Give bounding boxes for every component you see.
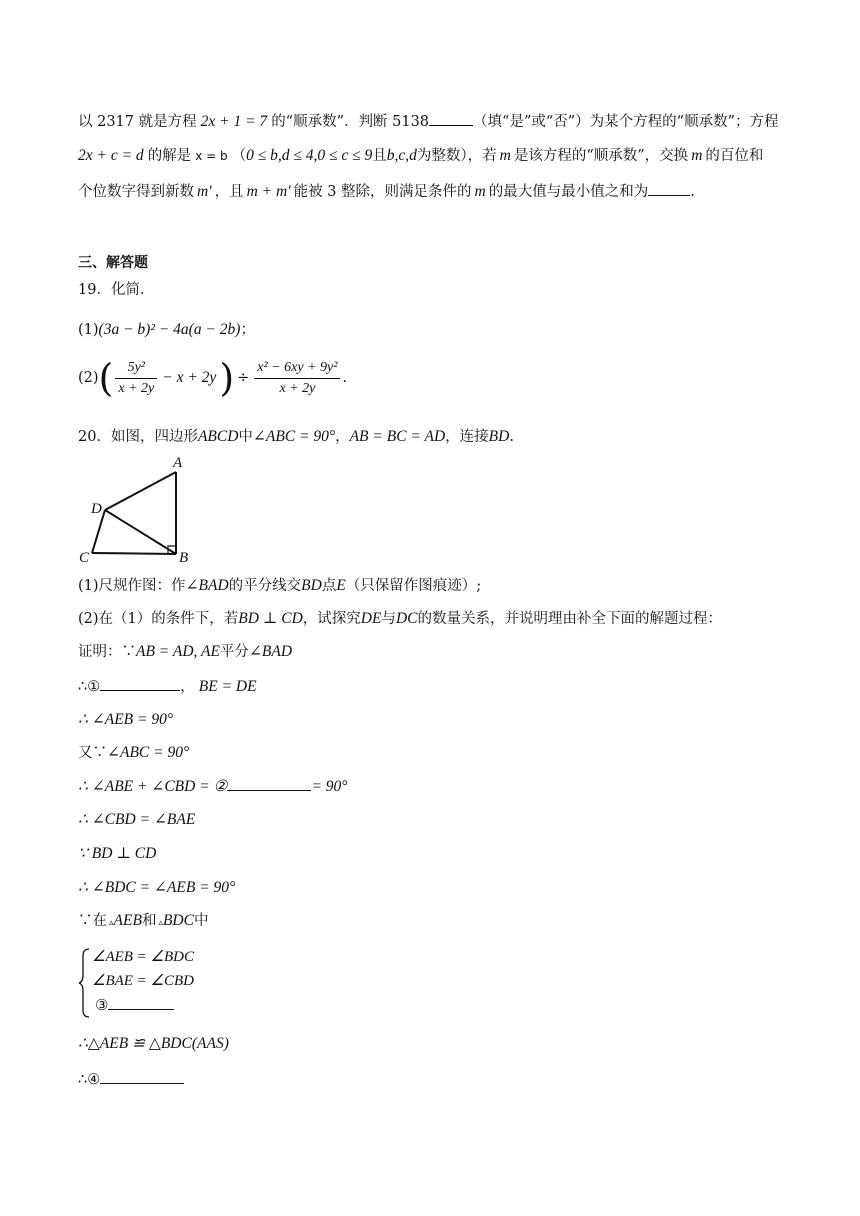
proof-blank-3[interactable] bbox=[108, 995, 174, 1010]
proof-line-6: ∴ ∠CBD = ∠BAE bbox=[78, 811, 196, 828]
text: 以 2317 就是方程 bbox=[78, 114, 197, 130]
proof-blank-4[interactable] bbox=[100, 1069, 184, 1084]
small-triangle-icon: ▵ bbox=[158, 918, 163, 928]
text: 的解是 bbox=[147, 148, 192, 164]
segment-bd: BD bbox=[301, 577, 322, 594]
label-d: D bbox=[91, 501, 102, 517]
vars-expr: b,c,d bbox=[386, 147, 417, 164]
expression: BE = DE bbox=[198, 678, 257, 695]
q20-part1 bbox=[78, 576, 481, 596]
text: 的“顺承数”．判断 5138 bbox=[271, 114, 430, 130]
text: 的百位和 bbox=[705, 148, 764, 164]
var-m-prime: m′ bbox=[197, 183, 212, 200]
proof-blank-2[interactable] bbox=[227, 776, 311, 791]
q18-line2 bbox=[78, 146, 763, 166]
segment-ad bbox=[105, 472, 176, 510]
var-m: m bbox=[499, 147, 511, 164]
text: 的数量关系，并说明理由补全下面的解题过程： bbox=[417, 611, 723, 627]
proof-blank-1[interactable] bbox=[100, 676, 180, 691]
q19-part2 bbox=[78, 358, 347, 400]
triangle-aeb: AEB bbox=[113, 912, 142, 929]
q18-line3 bbox=[78, 181, 695, 202]
numerator: x² − 6xy + 9y² bbox=[254, 359, 340, 379]
middle-terms: − x + 2y bbox=[162, 369, 217, 386]
segment-dc: DC bbox=[395, 610, 418, 627]
equation: 2x + c = d bbox=[78, 147, 144, 164]
answer-blank-2[interactable] bbox=[648, 181, 690, 196]
text: ，连接 bbox=[445, 429, 489, 445]
text: ， bbox=[180, 679, 195, 695]
proof-line-3: ∴ ∠AEB = 90° bbox=[78, 711, 174, 728]
proof-line-2 bbox=[78, 676, 257, 697]
text: ，且 bbox=[214, 184, 244, 200]
perp-condition: BD ⊥ CD bbox=[238, 610, 303, 627]
text: ∴① bbox=[78, 679, 101, 695]
q19-title: 19．化简． bbox=[78, 282, 155, 298]
proof-line-5 bbox=[78, 776, 347, 797]
segment-bd: BD bbox=[488, 428, 510, 445]
sum-expr: m + m′ bbox=[246, 183, 291, 200]
angle-bad: ∠BAD bbox=[248, 643, 293, 660]
text: 个位数字得到新数 bbox=[78, 184, 194, 200]
text: 中 bbox=[193, 913, 209, 929]
text: 且 bbox=[372, 148, 387, 164]
text: （ bbox=[231, 148, 247, 164]
text: 又∵ bbox=[78, 745, 107, 761]
text: 与 bbox=[381, 611, 396, 627]
text: 是该方程的“顺承数”，交换 bbox=[513, 148, 689, 164]
label-c: C bbox=[79, 550, 90, 564]
equation: 2x + 1 = 7 bbox=[200, 113, 268, 130]
label-b: B bbox=[179, 550, 189, 564]
segment-db bbox=[105, 510, 176, 554]
proof-line-4 bbox=[78, 743, 189, 763]
proof-line-1 bbox=[78, 642, 292, 662]
text: 平分 bbox=[219, 644, 249, 660]
left-paren: ( bbox=[98, 356, 114, 400]
text: （填“是”或“否”）为某个方程的“顺承数”；方程 bbox=[473, 114, 779, 130]
text: 20．如图，四边形 bbox=[78, 429, 198, 445]
text: （只保留作图痕迹）; bbox=[345, 578, 482, 594]
fraction-2 bbox=[254, 359, 340, 398]
segment-de: DE bbox=[360, 610, 382, 627]
brace-row-3 bbox=[92, 995, 174, 1015]
proof-line-7: ∵ BD ⊥ CD bbox=[78, 845, 157, 862]
brace-row-1: ∠AEB = ∠BDC bbox=[92, 949, 195, 965]
text: ， bbox=[335, 429, 350, 445]
part-label: (1) bbox=[78, 322, 99, 338]
expression: AB = AD, AE bbox=[136, 643, 220, 660]
q18-line1 bbox=[78, 111, 779, 132]
text: ③ bbox=[95, 998, 109, 1014]
right-paren: ) bbox=[219, 356, 235, 400]
denominator: x + 2y bbox=[279, 380, 316, 396]
q20-title bbox=[78, 427, 514, 447]
numerator: 5y² bbox=[115, 359, 157, 379]
text: 的最大值与最小值之和为 bbox=[488, 184, 649, 200]
denominator: x + 2y bbox=[118, 380, 155, 396]
expression: = 90° bbox=[311, 778, 348, 795]
q19-part1 bbox=[78, 320, 255, 340]
text: 为整数），若 bbox=[416, 148, 497, 164]
divide-sign: ÷ bbox=[237, 370, 250, 386]
condition-2: AB = BC = AD bbox=[349, 428, 446, 445]
label-a: A bbox=[173, 455, 183, 471]
condition-expr: 0 ≤ b,d ≤ 4,0 ≤ c ≤ 9 bbox=[246, 147, 373, 164]
text: 点 bbox=[321, 578, 337, 594]
var-m: m bbox=[474, 183, 486, 200]
solution-expr: x = b bbox=[195, 149, 228, 163]
proof-line-8: ∴ ∠BDC = ∠AEB = 90° bbox=[78, 879, 236, 896]
q20-part2 bbox=[78, 609, 722, 629]
triangle-bdc: BDC bbox=[162, 912, 194, 929]
part-label: (2) bbox=[78, 370, 99, 386]
segment-cb bbox=[92, 553, 176, 554]
text: (1)尺规作图：作 bbox=[78, 578, 186, 594]
expression: ∠ABC = 90° bbox=[107, 744, 190, 761]
text: . bbox=[690, 184, 695, 200]
expression: (3a − b)² − 4a(a − 2b) bbox=[98, 321, 241, 338]
text: ∵在 bbox=[78, 913, 107, 929]
angle-bad: ∠BAD bbox=[185, 577, 229, 594]
condition-1: ∠ABC = 90° bbox=[252, 428, 336, 445]
proof-line-9 bbox=[78, 911, 208, 933]
small-triangle-icon: ▵ bbox=[109, 918, 114, 928]
text: 能被 3 整除，则满足条件的 bbox=[293, 184, 472, 200]
brace-row-2: ∠BAE = ∠CBD bbox=[92, 973, 195, 989]
text: 中 bbox=[238, 429, 253, 445]
text: ； bbox=[240, 322, 255, 338]
quad-name: ABCD bbox=[197, 428, 239, 445]
text: 证明：∵ bbox=[78, 644, 136, 660]
text: ∴④ bbox=[78, 1072, 101, 1088]
text: 和 bbox=[141, 913, 157, 929]
text: 的平分线交 bbox=[228, 578, 302, 594]
text: . bbox=[342, 370, 348, 386]
text: . bbox=[509, 429, 514, 445]
answer-blank-1[interactable] bbox=[429, 111, 473, 126]
expression: ∴ ∠ABE + ∠CBD = ② bbox=[78, 778, 228, 795]
left-brace-icon bbox=[78, 947, 92, 1019]
proof-line-11 bbox=[78, 1069, 184, 1090]
geometry-figure bbox=[78, 452, 198, 564]
point-e: E bbox=[336, 577, 346, 594]
var-m: m bbox=[691, 147, 703, 164]
fraction-1 bbox=[115, 359, 157, 398]
text: ，试探究 bbox=[302, 611, 361, 627]
section-heading: 三、解答题 bbox=[78, 255, 148, 271]
text: (2)在（1）的条件下，若 bbox=[78, 611, 239, 627]
proof-line-10: ∴△AEB ≌ △BDC(AAS) bbox=[78, 1035, 229, 1052]
